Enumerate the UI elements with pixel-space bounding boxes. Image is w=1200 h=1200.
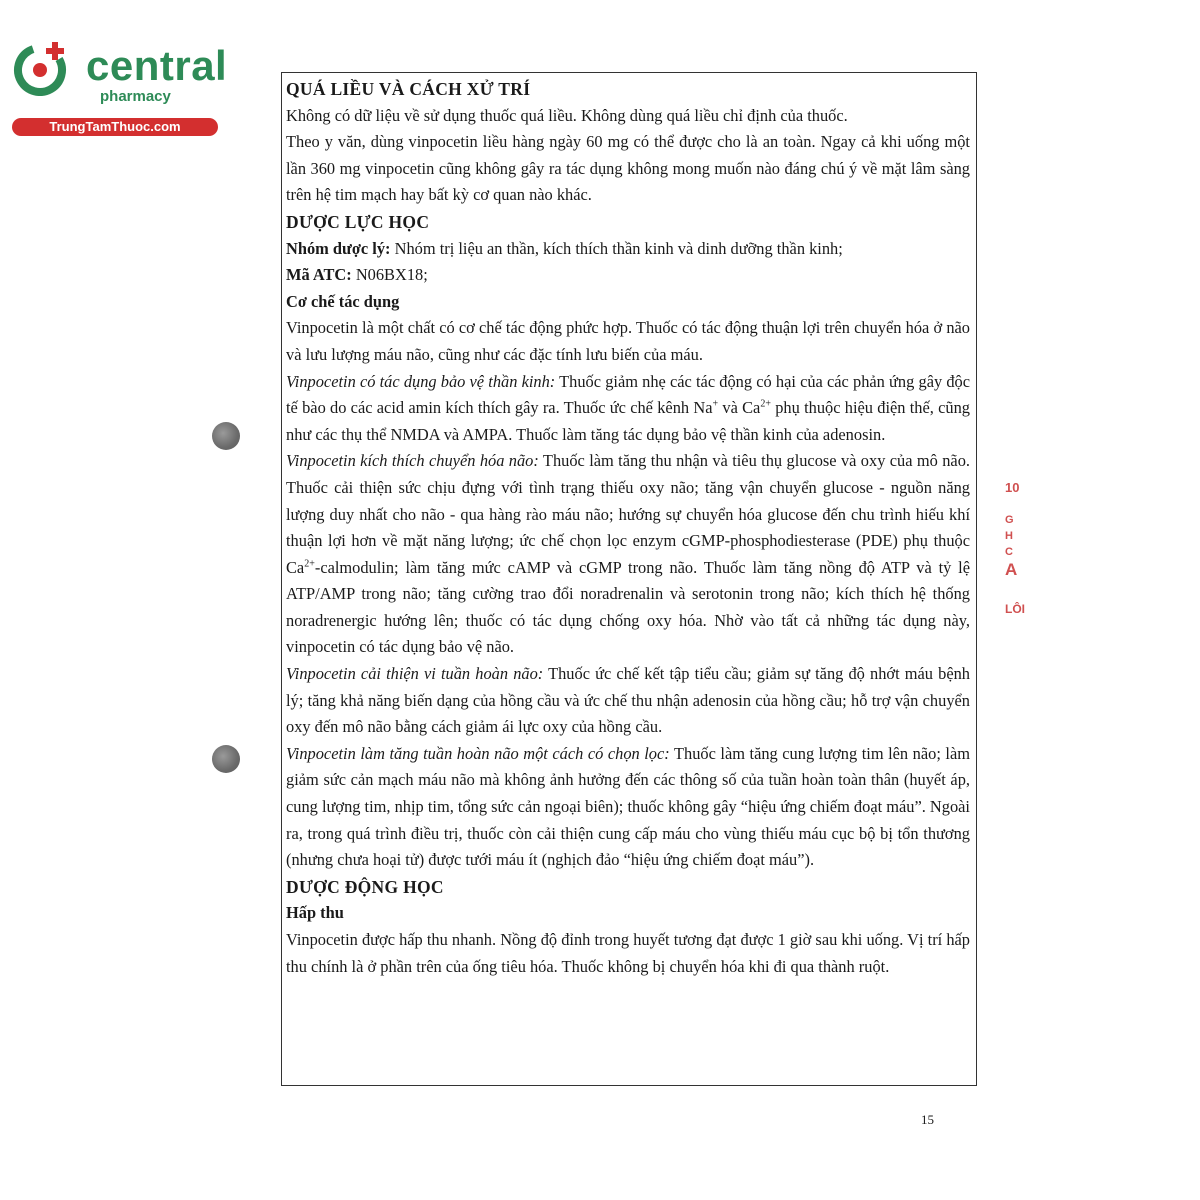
punch-hole xyxy=(212,422,240,450)
mechanism-paragraph: Vinpocetin là một chất có cơ chế tác động phức hợp. Thuốc có tác động thuận lợi trên chuyển hóa ở não và lưu lượng máu não, cũng như các đặc tính lưu biến của máu. xyxy=(286,318,970,364)
micro-lead: Vinpocetin cải thiện vi tuần hoàn não: xyxy=(286,664,544,684)
neuro-text-b: và Ca xyxy=(718,398,761,418)
atc-text: N06BX18; xyxy=(351,265,428,285)
circ-lead: Vinpocetin làm tăng tuần hoàn não một cách có chọn lọc: xyxy=(286,743,670,763)
heading-overdose: QUÁ LIỀU VÀ CÁCH XỬ TRÍ xyxy=(286,79,531,99)
stamp-line: LÔI xyxy=(1005,602,1025,616)
neuro-sup-1: + xyxy=(712,398,719,410)
stamp-line: G xyxy=(1005,514,1014,526)
logo-name: central xyxy=(86,42,228,89)
heading-pharmacodynamics: DƯỢC LỰC HỌC xyxy=(286,211,430,232)
stamp-fragment xyxy=(1005,470,1033,640)
neuro-text-a: Thuốc giảm nhẹ các tác động có hại của các phản ứng gây độc tế bào do các acid amin kích thích gây ra. Thuốc ức chế kênh Na xyxy=(286,371,971,418)
subheading-mechanism: Cơ chế tác dụng xyxy=(286,291,400,311)
metab-sup: 2+ xyxy=(304,558,315,570)
subheading-absorption: Hấp thu xyxy=(286,903,344,923)
heading-pharmacokinetics: DƯỢC ĐỘNG HỌC xyxy=(286,876,444,897)
group-label: Nhóm dược lý: xyxy=(286,238,391,258)
metab-lead: Vinpocetin kích thích chuyển hóa não: xyxy=(286,451,539,471)
atc-code xyxy=(286,262,970,289)
metabolism-paragraph xyxy=(286,448,970,661)
logo-url-banner: TrungTamThuoc.com xyxy=(12,118,218,136)
logo-subtitle: pharmacy xyxy=(100,88,171,105)
punch-hole xyxy=(212,745,240,773)
overdose-paragraph-1: Không có dữ liệu về sử dụng thuốc quá liều. Không dùng quá liều chỉ định của thuốc. xyxy=(286,105,848,125)
group-text: Nhóm trị liệu an thần, kích thích thần kinh và dinh dưỡng thần kinh; xyxy=(390,238,843,258)
neuro-lead: Vinpocetin có tác dụng bảo vệ thần kinh: xyxy=(286,371,556,391)
circ-text: Thuốc làm tăng cung lượng tim lên não; làm giảm sức cản mạch máu não mà không ảnh hưởng đến các thông số của tuần hoàn toàn thân (huyết áp, cung lượng tim, nhịp tim, tổng sức cản ngoại biên); thuốc không gây “hiệu ứng chiếm đoạt máu”. Ngoài ra, trong quá trình điều trị, thuốc còn cải thiện cung cấp máu cho vùng thiếu máu cục bộ bị tổn thương (nhưng chưa hoại tử) được tưới máu ít (nghịch đảo “hiệu ứng chiếm đoạt máu”). xyxy=(286,743,970,870)
stamp-line: A xyxy=(1005,560,1018,579)
overdose-paragraph-2: Theo y văn, dùng vinpocetin liều hàng ngày 60 mg có thể được cho là an toàn. Ngay cả khi uống một lần 360 mg vinpocetin cũng không gây ra tác dụng không mong muốn nào đáng chú ý về mặt lâm sàng trên hệ tim mạch hay bất kỳ cơ quan nào khác. xyxy=(286,132,970,205)
page-number: 15 xyxy=(921,1112,934,1127)
metab-text-a: Thuốc làm tăng thu nhận và tiêu thụ glucose và oxy của mô não. Thuốc cải thiện sức chịu đựng với tình trạng thiếu oxy não; tăng vận chuyển glucose - nguồn năng lượng duy nhất cho não - qua hàng rào máu não; hướng sự chuyển hóa glucose đến chu trình hiếu khí thuận lợi hơn về mặt năng lượng; ức chế chọn lọc enzym cGMP-phosphodiesterase (PDE) phụ thuộc Ca xyxy=(286,451,971,577)
micro-text: Thuốc ức chế kết tập tiểu cầu; giảm sự tăng độ nhớt máu bệnh lý; tăng khả năng biến dạng của hồng cầu và ức chế thu nhận adenosin của hồng cầu; hỗ trợ vận chuyển oxy đến mô não bằng cách giảm ái lực oxy của hồng cầu. xyxy=(286,664,970,737)
circulation-paragraph xyxy=(286,741,970,874)
stamp-line: H xyxy=(1005,530,1013,542)
pharmacy-cross-icon xyxy=(12,40,68,96)
stamp-line: 10 xyxy=(1005,480,1020,495)
stamp-line: C xyxy=(1005,546,1013,558)
absorption-paragraph: Vinpocetin được hấp thu nhanh. Nồng độ đỉnh trong huyết tương đạt được 1 giờ sau khi uống. Vị trí hấp thu chính là ở phần trên của ống tiêu hóa. Thuốc không bị chuyển hóa khi đi qua thành ruột. xyxy=(286,930,970,976)
neuro-sup-2: 2+ xyxy=(760,398,771,410)
neuro-text-c: phụ thuộc hiệu điện thế, cũng như các thụ thể NMDA và AMPA. Thuốc làm tăng tác dụng bảo vệ thần kinh của adenosin. xyxy=(286,398,970,444)
brand-logo xyxy=(10,36,228,140)
metab-text-b: -calmodulin; làm tăng mức cAMP và cGMP trong não. Thuốc làm tăng nồng độ ATP và tỷ lệ ATP/AMP trong não; tăng cường trao đổi noradrenalin và serotonin trong não; kích thích hệ thống noradrenergic hướng lên; thuốc có tác dụng chống oxy hóa. Nhờ vào tất cả những tác dụng này, vinpocetin có tác dụng bảo vệ não. xyxy=(286,557,970,657)
neuroprotection-paragraph xyxy=(286,369,970,449)
microcirculation-paragraph xyxy=(286,661,970,741)
pharmacological-group xyxy=(286,236,970,263)
document-frame xyxy=(281,72,977,1086)
atc-label: Mã ATC: xyxy=(286,265,352,285)
